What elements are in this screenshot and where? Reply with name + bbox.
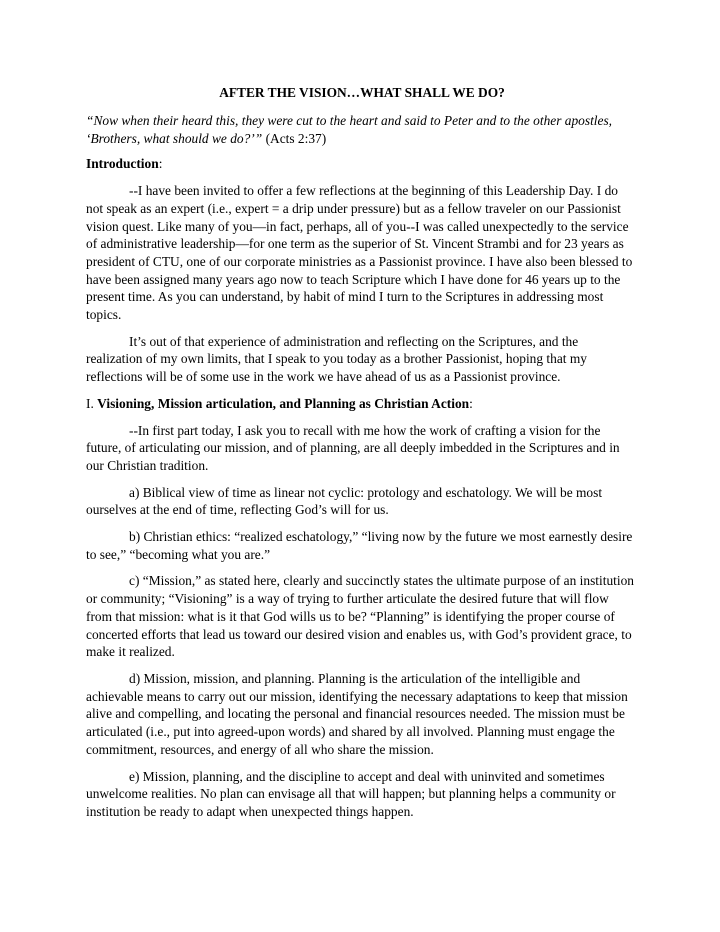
introduction-heading [86,155,638,173]
epigraph-quote: “Now when their heard this, they were cut to the heart and said to Peter and to the other apostles, ‘Brothers, what should we do?’” [86,113,613,146]
epigraph [86,112,638,147]
introduction-heading-colon: : [158,156,163,172]
section-1-paragraph-c: c) “Mission,” as stated here, clearly and succinctly states the ultimate purpose of an institution or community; “Visioning” is a way of trying to further articulate the desired future that will flow from that mission: what is it that God wills us to be? “Planning” is identifying the proper course of concerted efforts that lead us toward our desired vision and enables us, with God’s provident grace, to make it realized. [86,573,634,660]
section-1-heading-text: Visioning, Mission articulation, and Planning as Christian Action [97,395,470,411]
epigraph-citation: (Acts 2:37) [265,130,327,146]
section-1-paragraph-d: d) Mission, mission, and planning. Planning is the articulation of the intelligible and achievable means to carry out our mission, identifying the necessary adaptations to keep that mission alive and compelling, and locating the personal and financial resources needed. The mission must be articulated (i.e., put into agreed-upon words) and shared by all involved. Planning must engage the commitment, resources, and energy of all who share the mission. [86,670,628,757]
introduction-paragraph-2: It’s out of that experience of administration and reflecting on the Scriptures, and the realization of my own limits, that I speak to you today as a brother Passionist, hoping that my reflections will be of some use in the work we have ahead of us as a Passionist province. [86,333,587,385]
section-1-paragraph-a: a) Biblical view of time as linear not cyclic: protology and eschatology. We will be most ourselves at the end of time, reflecting God’s will for us. [86,484,603,518]
section-1-numeral: I. [86,395,94,411]
document-page [86,84,638,821]
section-1-heading [86,395,638,413]
section-1-paragraph-intro: --In first part today, I ask you to recall with me how the work of crafting a vision for the future, of articulating our mission, and of planning, are all deeply imbedded in the Scriptures and in our Christian tradition. [86,422,620,473]
introduction-paragraph-1: --I have been invited to offer a few reflections at the beginning of this Leadership Day. I do not speak as an expert (i.e., expert = a drip under pressure) but as a fellow traveler on our Passionist vision quest. Like many of you—in fact, perhaps, all of you--I was called unexpectedly to the service of administrative leadership—for one term as the superior of St. Vincent Strambi and for 23 years as president of CTU, one of our corporate ministries as a Passionist province. I have also been blessed to have been assigned many years ago now to teach Scripture which I have done for 46 years up to the present time. As you can understand, by habit of mind I turn to the Scriptures in addressing most topics. [86,183,633,323]
section-1-paragraph-e: e) Mission, planning, and the discipline to accept and deal with uninvited and sometimes unwelcome realities. No plan can envisage all that will happen; but planning helps a community or institution be ready to adapt when unexpected things happen. [86,768,616,819]
introduction-heading-text: Introduction [86,156,159,172]
section-1-paragraph-b: b) Christian ethics: “realized eschatology,” “living now by the future we most earnestly desire to see,” “becoming what you are.” [86,529,633,562]
section-1-heading-colon: : [469,395,473,411]
document-title: AFTER THE VISION…WHAT SHALL WE DO? [219,85,505,100]
